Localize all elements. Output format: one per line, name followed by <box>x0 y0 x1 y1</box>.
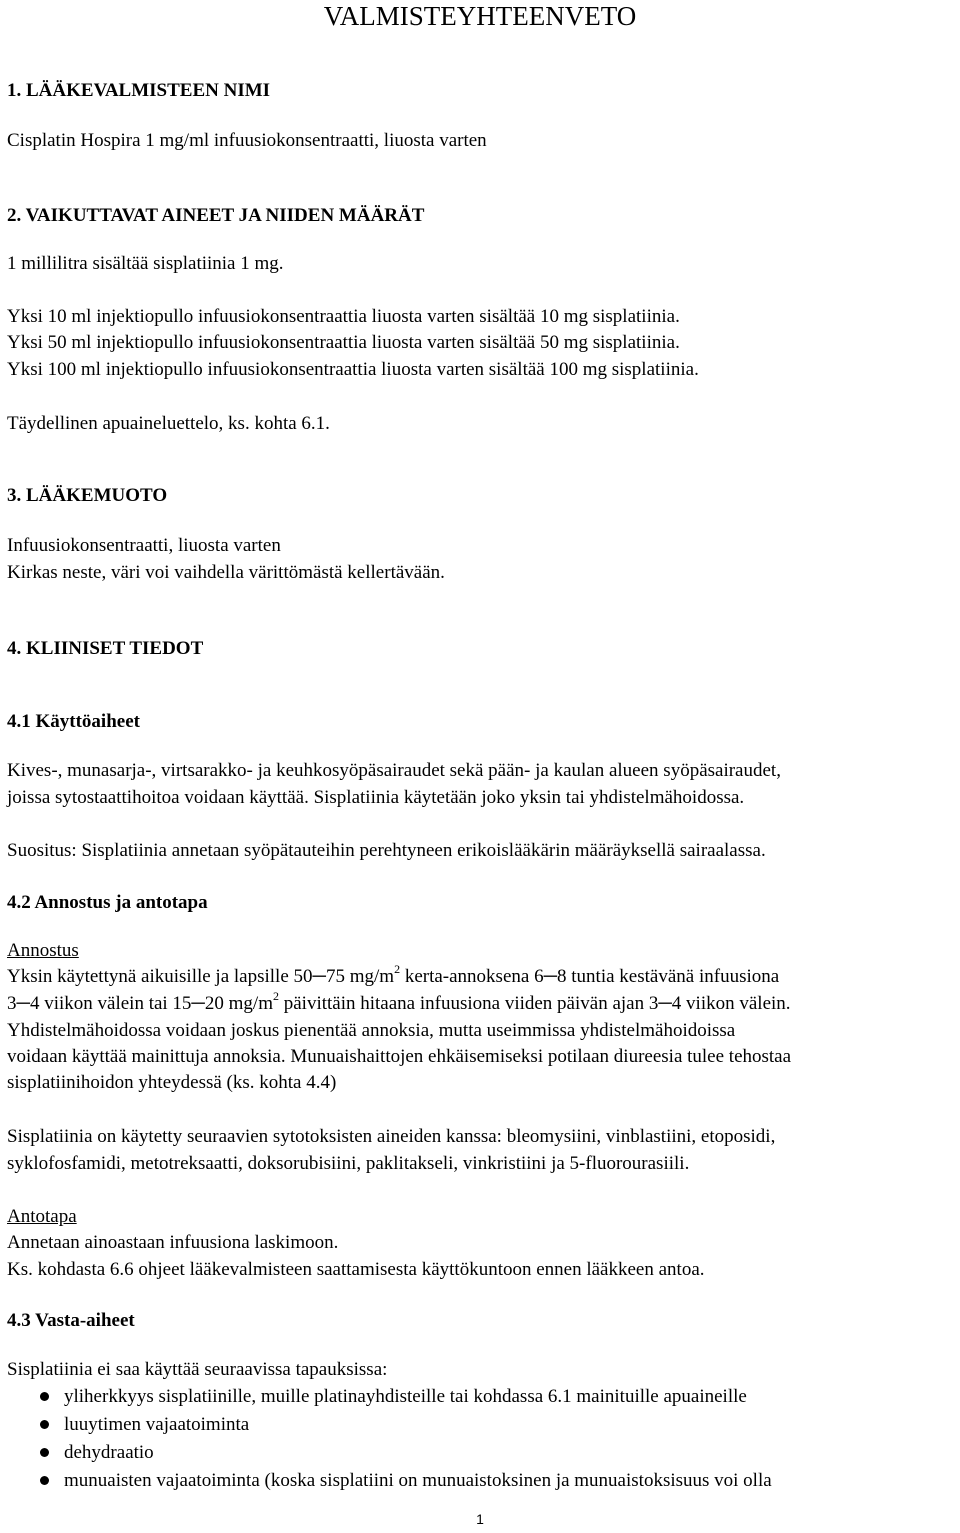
dosing-line-2-sup: 2 <box>272 988 279 1003</box>
section-2-heading: 2. VAIKUTTAVAT AINEET JA NIIDEN MÄÄRÄT <box>7 205 425 226</box>
dosing-line-1 <box>7 961 780 990</box>
dosing-line-2-b: päivittäin hitaana infuusiona viiden päivän ajan 3─4 viikon välein. <box>278 993 791 1014</box>
recommendation-line: Suositus: Sisplatiinia annetaan syöpätauteihin perehtyneen erikoislääkärin määräyksellä sairaalassa. <box>7 840 766 861</box>
administration-line-1: Annetaan ainoastaan infuusiona laskimoon. <box>7 1232 339 1253</box>
section-3-heading: 3. LÄÄKEMUOTO <box>7 485 168 506</box>
contraindications-intro: Sisplatiinia ei saa käyttää seuraavissa tapauksissa: <box>7 1359 388 1380</box>
indications-line-1: Kives-, munasarja-, virtsarakko- ja keuhkosyöpäsairaudet sekä pään- ja kaulan alueen syöpäsairaudet, <box>7 760 781 781</box>
form-line-1: Infuusiokonsentraatti, liuosta varten <box>7 535 281 556</box>
dosing-line-1-sup: 2 <box>394 961 401 976</box>
dosing-line-1-a: Yksin käytettynä aikuisille ja lapsille 50─75 mg/m <box>7 966 395 987</box>
section-4-heading: 4. KLIINISET TIEDOT <box>7 638 204 659</box>
administration-subheading: Antotapa <box>7 1206 77 1227</box>
administration-line-2: Ks. kohdasta 6.6 ohjeet lääkevalmisteen saattamisesta käyttökuntoon ennen lääkkeen antoa. <box>7 1259 705 1280</box>
dosing-line-5: sisplatiinihoidon yhteydessä (ks. kohta 4.4) <box>7 1072 337 1093</box>
list-item: luuytimen vajaatoiminta <box>7 1411 772 1439</box>
combination-line-1: Sisplatiinia on käytetty seuraavien sytotoksisten aineiden kanssa: bleomysiini, vinblastiini, etoposidi, <box>7 1126 776 1147</box>
vial-10ml-line: Yksi 10 ml injektiopullo infuusiokonsentraattia liuosta varten sisältää 10 mg sisplatiinia. <box>7 306 680 327</box>
dosing-line-1-b: kerta-annoksena 6─8 tuntia kestävänä infuusiona <box>400 966 780 987</box>
concentration-line: 1 millilitra sisältää sisplatiinia 1 mg. <box>7 253 284 274</box>
document-title: VALMISTEYHTEENVETO <box>323 1 637 31</box>
section-4-1-heading: 4.1 Käyttöaiheet <box>7 711 140 732</box>
section-4-2-heading: 4.2 Annostus ja antotapa <box>7 892 208 913</box>
list-item: dehydraatio <box>7 1439 772 1467</box>
dosing-line-2-a: 3─4 viikon välein tai 15─20 mg/m <box>7 993 273 1014</box>
dosing-line-3: Yhdistelmähoidossa voidaan joskus pienentää annoksia, mutta useimmissa yhdistelmähoidoissa <box>7 1020 736 1041</box>
excipients-reference: Täydellinen apuaineluettelo, ks. kohta 6.1. <box>7 413 330 434</box>
page-number: 1 <box>476 1511 484 1527</box>
dosing-line-2 <box>7 988 791 1017</box>
vial-100ml-line: Yksi 100 ml injektiopullo infuusiokonsentraattia liuosta varten sisältää 100 mg sisplatiinia. <box>7 359 699 380</box>
dosing-line-4: voidaan käyttää mainittuja annoksia. Munuaishaittojen ehkäisemiseksi potilaan diureesia tulee tehostaa <box>7 1046 792 1067</box>
dosing-subheading: Annostus <box>7 940 79 961</box>
form-line-2: Kirkas neste, väri voi vaihdella värittömästä kellertävään. <box>7 562 445 583</box>
indications-line-2: joissa sytostaattihoitoa voidaan käyttää. Sisplatiinia käytetään joko yksin tai yhdistelmähoidossa. <box>7 787 745 808</box>
list-item: yliherkkyys sisplatiinille, muille platinayhdisteille tai kohdassa 6.1 mainituille apuaineille <box>7 1383 772 1411</box>
list-item: munuaisten vajaatoiminta (koska sisplatiini on munuaistoksinen ja munuaistoksisuus voi olla <box>7 1467 772 1495</box>
product-name: Cisplatin Hospira 1 mg/ml infuusiokonsentraatti, liuosta varten <box>7 130 487 151</box>
combination-line-2: syklofosfamidi, metotreksaatti, doksorubisiini, paklitakseli, vinkristiini ja 5-fluorourasiili. <box>7 1153 690 1174</box>
contraindications-list <box>7 1383 772 1495</box>
section-4-3-heading: 4.3 Vasta-aiheet <box>7 1310 135 1331</box>
vial-50ml-line: Yksi 50 ml injektiopullo infuusiokonsentraattia liuosta varten sisältää 50 mg sisplatiinia. <box>7 332 680 353</box>
section-1-heading: 1. LÄÄKEVALMISTEEN NIMI <box>7 80 271 101</box>
